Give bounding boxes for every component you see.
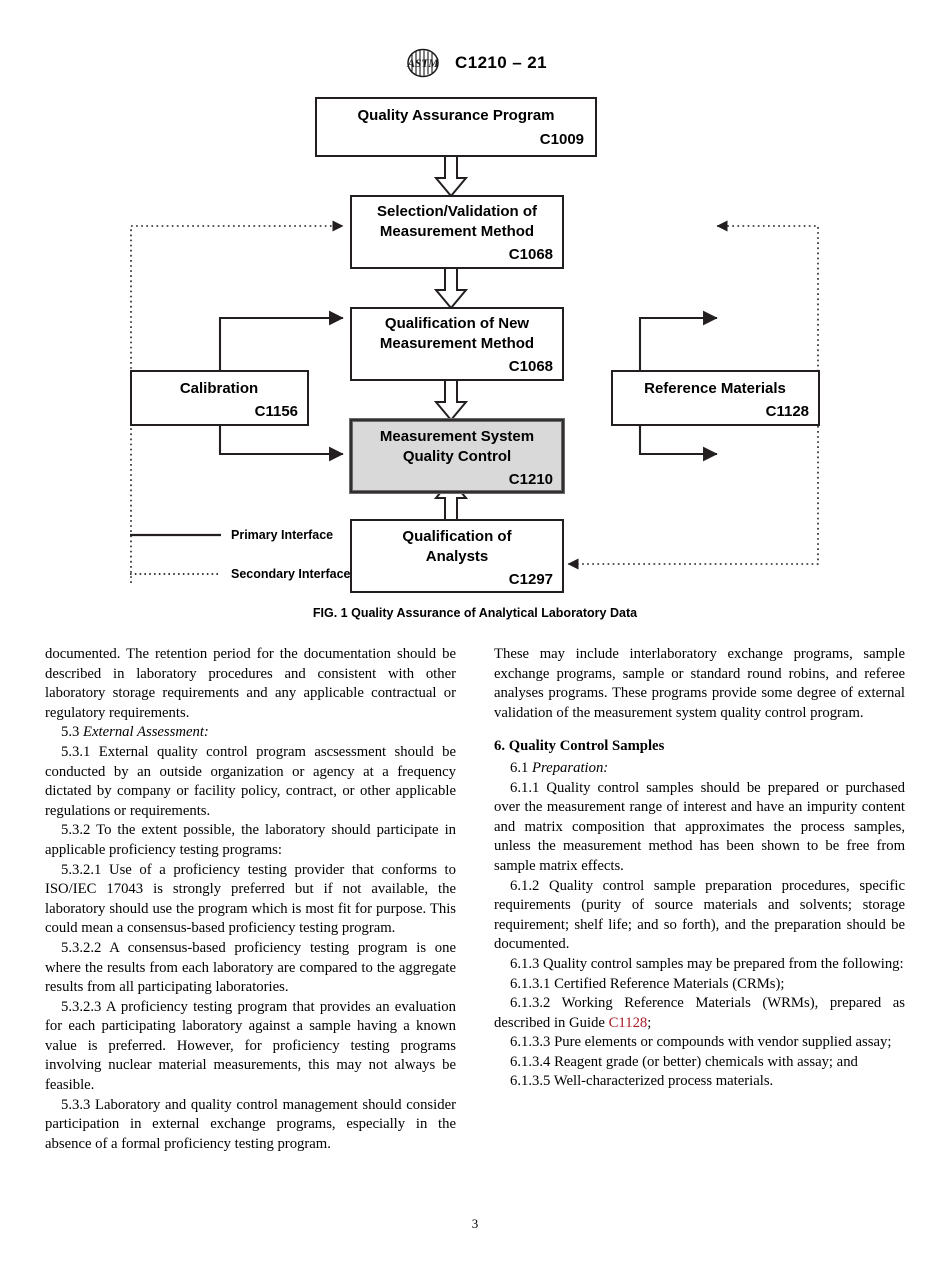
section-heading-6: 6. Quality Control Samples [494, 738, 665, 755]
paragraph-5-3-2-3: 5.3.2.3 A proficiency testing program that provides an evaluation for each participating laboratory against a sample having a known value is preferred. However, for proficiency testing programs involving nuclear material measurements, this may not always be feasible. [45, 998, 456, 1094]
section-number: 5.3 [61, 724, 80, 741]
flow-box-title: Calibration [179, 380, 259, 397]
paragraph-5-3-2-1: 5.3.2.1 Use of a proficiency testing provider that conforms to ISO/IEC 17043 is strongly preferred but if not available, the laboratory should use the program which is most fit for purpose. This could mean a consensus-based proficiency testing program. [45, 861, 456, 937]
flow-box-code: C1009 [539, 131, 584, 148]
svg-text:ASTM: ASTM [407, 58, 439, 70]
left-column [45, 645, 456, 1154]
astm-logo-icon [403, 48, 443, 78]
paragraph-5-3-3: 5.3.3 Laboratory and quality control management should consider participation in external exchange programs, especially in the absence of a formal proficiency testing program. [45, 1096, 456, 1152]
flow-box-title: Quality Assurance Program [357, 107, 555, 124]
right-column [494, 645, 905, 1154]
flow-box-title-line2: Quality Control [402, 448, 512, 465]
paragraph-text-after-link: ; [647, 1014, 652, 1031]
block-arrow-selection-to-qualnew [436, 268, 466, 308]
paragraph-6-1-3-1: 6.1.3.1 Certified Reference Materials (CRMs); [510, 975, 785, 992]
flow-box-code: C1210 [508, 471, 553, 488]
block-arrow-qualnew-to-msqc [436, 380, 466, 420]
legend-primary-label: Primary Interface [231, 528, 334, 542]
section-heading-6-1 [494, 759, 905, 779]
flow-box-title-line2: Measurement Method [379, 223, 535, 240]
paragraph-6-1-3-5: 6.1.3.5 Well-characterized process materials. [510, 1073, 774, 1090]
paragraph-5-3-2-2: 5.3.2.2 A consensus-based proficiency testing program is one where the results from each laboratory are compared to the aggregate results from all participating laboratories. [45, 939, 456, 996]
figure-legend [130, 528, 351, 581]
flow-box-title-line1: Selection/Validation of [376, 203, 538, 220]
flow-box-title-line2: Analysts [425, 548, 489, 565]
body-columns [45, 645, 905, 1154]
flow-box-title-line2: Measurement Method [379, 335, 535, 352]
flow-box-calibration [131, 371, 308, 425]
flow-box-title-line1: Qualification of [402, 528, 512, 545]
paragraph-5-3-2: 5.3.2 To the extent possible, the laboratory should participate in applicable proficiency testing programs: [45, 822, 456, 858]
figure-caption: FIG. 1 Quality Assurance of Analytical Laboratory Data [312, 606, 638, 620]
flow-box-measurement-system-quality-control [351, 420, 563, 492]
page-header [0, 48, 950, 78]
paragraph-continued: documented. The retention period for the documentation should be described in laboratory procedures and consistent with other laboratory storage requirements and any applicable contractual or regulatory requirements. [45, 646, 456, 721]
flow-box-code: C1128 [765, 403, 809, 420]
flow-box-title-line1: Qualification of New [384, 315, 530, 332]
section-number: 6.1 [510, 759, 529, 776]
paragraph-6-1-3: 6.1.3 Quality control samples may be prepared from the following: [510, 955, 904, 972]
flow-box-quality-assurance-program [316, 98, 596, 156]
section-heading-5-3 [45, 723, 456, 743]
standard-cross-reference-link[interactable]: C1128 [608, 1014, 648, 1031]
block-arrow-qap-to-selection [436, 156, 466, 196]
paragraph-6-1-1: 6.1.1 Quality control samples should be prepared or purchased over the measurement range of interest and have an impurity content and matrix composition that approximates the process samples, unless the measurement method has been shown to be free from sample matrix effects. [494, 779, 905, 874]
flow-box-selection-validation [351, 196, 563, 268]
paragraph-6-1-3-2 [494, 994, 905, 1033]
flow-box-qualification-new-method [351, 308, 563, 380]
paragraph-text-before-link: 6.1.3.2 Working Reference Materials (WRMs), prepared as described in Guide [494, 995, 905, 1031]
section-title: Preparation: [532, 759, 609, 776]
legend-secondary-label: Secondary Interface [231, 567, 351, 581]
flow-box-code: C1297 [508, 571, 553, 588]
paragraph-6-1-3-4: 6.1.3.4 Reagent grade (or better) chemicals with assay; and [510, 1053, 858, 1070]
flow-box-code: C1068 [508, 246, 553, 263]
paragraph-6-1-3-3: 6.1.3.3 Pure elements or compounds with vendor supplied assay; [510, 1034, 892, 1051]
flow-box-qualification-analysts [351, 520, 563, 592]
section-title: External Assessment: [83, 724, 209, 741]
flow-box-title-line1: Measurement System [379, 428, 535, 445]
figure-flowchart [45, 86, 905, 596]
flow-box-reference-materials [612, 371, 819, 425]
flow-box-title: Reference Materials [644, 380, 786, 397]
paragraph-6-1-2: 6.1.2 Quality control sample preparation procedures, specific requirements (purity of source materials and solvents; storage requirement; shelf life; and so forth), and the preparation should be documented. [494, 877, 905, 953]
flow-box-code: C1156 [254, 403, 298, 420]
flow-box-code: C1068 [508, 358, 553, 375]
page-number: 3 [471, 1216, 479, 1231]
paragraph-5-3-1: 5.3.1 External quality control program ascsessment should be conducted by an outside organization or agency at a frequency dictated by company or facility policy, contract, or other applicable regulations or requirements. [45, 743, 456, 819]
paragraph-continued: These may include interlaboratory exchange programs, sample exchange programs, sample or standard round robins, and referee analyses programs. These programs provide some degree of external validation of the measurement system quality control program. [494, 646, 905, 721]
standard-designation: C1210 – 21 [455, 53, 547, 72]
